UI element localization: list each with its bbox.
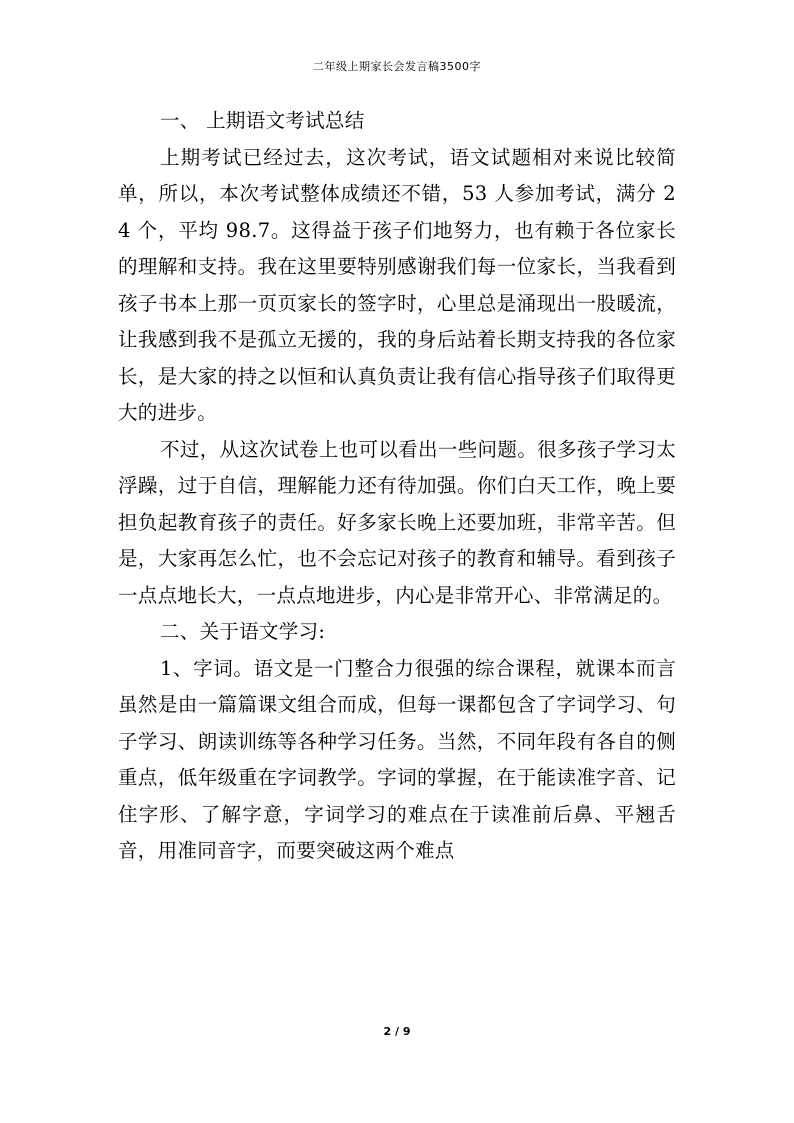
running-header: 二年级上期家长会发言稿3500字 bbox=[313, 60, 481, 73]
document-body bbox=[118, 103, 676, 870]
paragraph: 1、字词。语文是一门整合力很强的综合课程，就课本而言虽然是由一篇篇课文组合而成，但每一课都包含了字词学习、句子学习、朗读训练等各种学习任务。当然，不同年段有各自的侧重点，低年级重在字词教学。字词的掌握，在于能读准字音、记住字形、了解字意，字词学习的难点在于读准前后鼻、平翘舌音，用准同音字，而要突破这两个难点 bbox=[118, 656, 676, 862]
section-heading: 二、关于语文学习: bbox=[160, 620, 326, 643]
section-heading: 一、 上期语文考试总结 bbox=[160, 109, 365, 132]
paragraph: 不过，从这次试卷上也可以看出一些问题。很多孩子学习太浮躁，过于自信，理解能力还有待加强。你们白天工作，晚上要担负起教育孩子的责任。好多家长晚上还要加班，非常辛苦。但是，大家再怎么忙，也不会忘记对孩子的教育和辅导。看到孩子一点点地长大，一点点地进步，内心是非常开心、非常满足的。 bbox=[118, 437, 676, 607]
section-body bbox=[118, 140, 676, 615]
section-body bbox=[118, 651, 676, 870]
paragraph: 上期考试已经过去，这次考试，语文试题相对来说比较简单，所以，本次考试整体成绩还不错，53 人参加考试，满分 24 个，平均 98.7。这得益于孩子们地努力，也有赖于各位家长的理解和支持。我在这里要特别感谢我们每一位家长，当我看到孩子书本上那一页页家长的签字时，心里总是涌现出一股暖流，让我感到我不是孤立无援的，我的身后站着长期支持我的各位家长，是大家的持之以恒和认真负责让我有信心指导孩子们取得更大的进步。 bbox=[118, 145, 676, 424]
page-number: 2 / 9 bbox=[383, 1025, 411, 1038]
